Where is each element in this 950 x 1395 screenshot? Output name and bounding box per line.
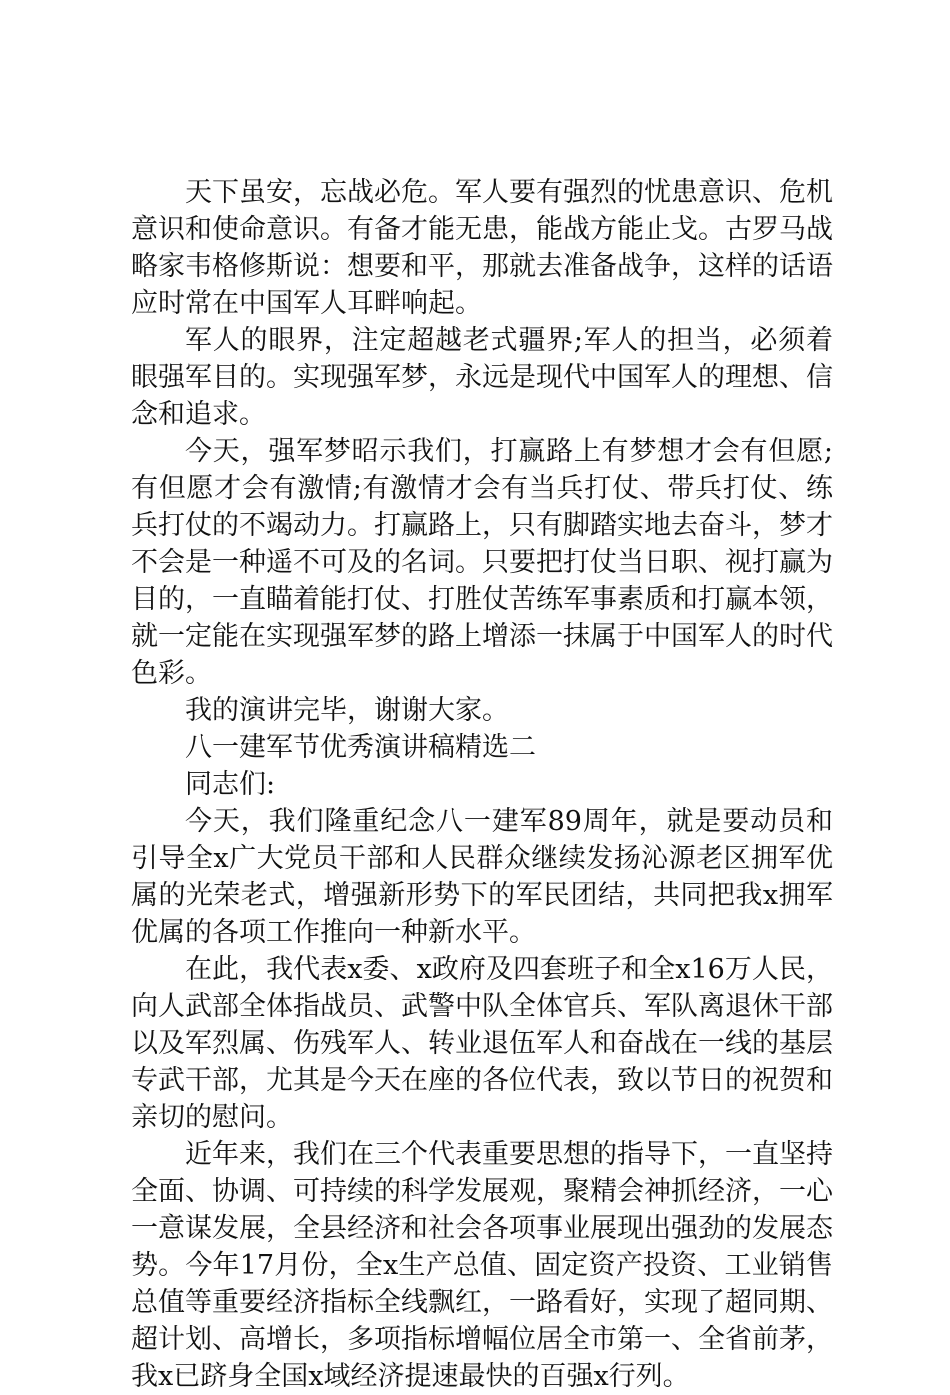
paragraph-commemoration: 今天，我们隆重纪念八一建军89周年，就是要动员和引导全x广大党员干部和人民群众继续发扬沁源老区拥军优属的光荣老式，增强新形势下的军民团结，共同把我x拥军优属的各项工作推向一种新水平。 bbox=[131, 806, 833, 948]
paragraph-vigilance: 天下虽安，忘战必危。军人要有强烈的忧患意识、危机意识和使命意识。有备才能无患，能战方能止戈。古罗马战略家韦格修斯说：想要和平，那就去准备战争，这样的话语应时常在中国军人耳畔响起。 bbox=[131, 177, 833, 319]
paragraph-dream: 今天，强军梦昭示我们，打赢路上有梦想才会有但愿;有但愿才会有激情;有激情才会有当兵打仗、带兵打仗、练兵打仗的不竭动力。打赢路上，只有脚踏实地去奋斗，梦才不会是一种遥不可及的名词。只要把打仗当日职、视打赢为目的，一直瞄着能打仗、打胜仗苦练军事素质和打赢本领，就一定能在实现强军梦的路上增添一抹属于中国军人的时代色彩。 bbox=[131, 436, 833, 689]
paragraph-closing: 我的演讲完毕，谢谢大家。 bbox=[185, 695, 509, 726]
paragraph-vision: 军人的眼界，注定超越老式疆界;军人的担当，必须着眼强军目的。实现强军梦，永远是现代中国军人的理想、信念和追求。 bbox=[131, 325, 833, 430]
paragraph-greetings: 在此，我代表x委、x政府及四套班子和全x16万人民，向人武部全体指战员、武警中队全体官兵、军队离退休干部以及军烈属、伤残军人、转业退伍军人和奋战在一线的基层专武干部，尤其是今天在座的各位代表，致以节日的祝贺和亲切的慰问。 bbox=[131, 954, 833, 1133]
paragraph-development: 近年来，我们在三个代表重要思想的指导下，一直坚持全面、协调、可持续的科学发展观，聚精会神抓经济，一心一意谋发展，全县经济和社会各项事业展现出强劲的发展态势。今年17月份，全x生产总值、固定资产投资、工业销售总值等重要经济指标全线飘红，一路看好，实现了超同期、超计划、高增长，多项指标增幅位居全市第一、全省前茅，我x已跻身全国x域经济提速最快的百强x行列。 bbox=[131, 1139, 833, 1392]
section-heading: 八一建军节优秀演讲稿精选二 bbox=[185, 732, 536, 763]
document-body bbox=[131, 174, 833, 1395]
salutation: 同志们: bbox=[185, 769, 276, 800]
